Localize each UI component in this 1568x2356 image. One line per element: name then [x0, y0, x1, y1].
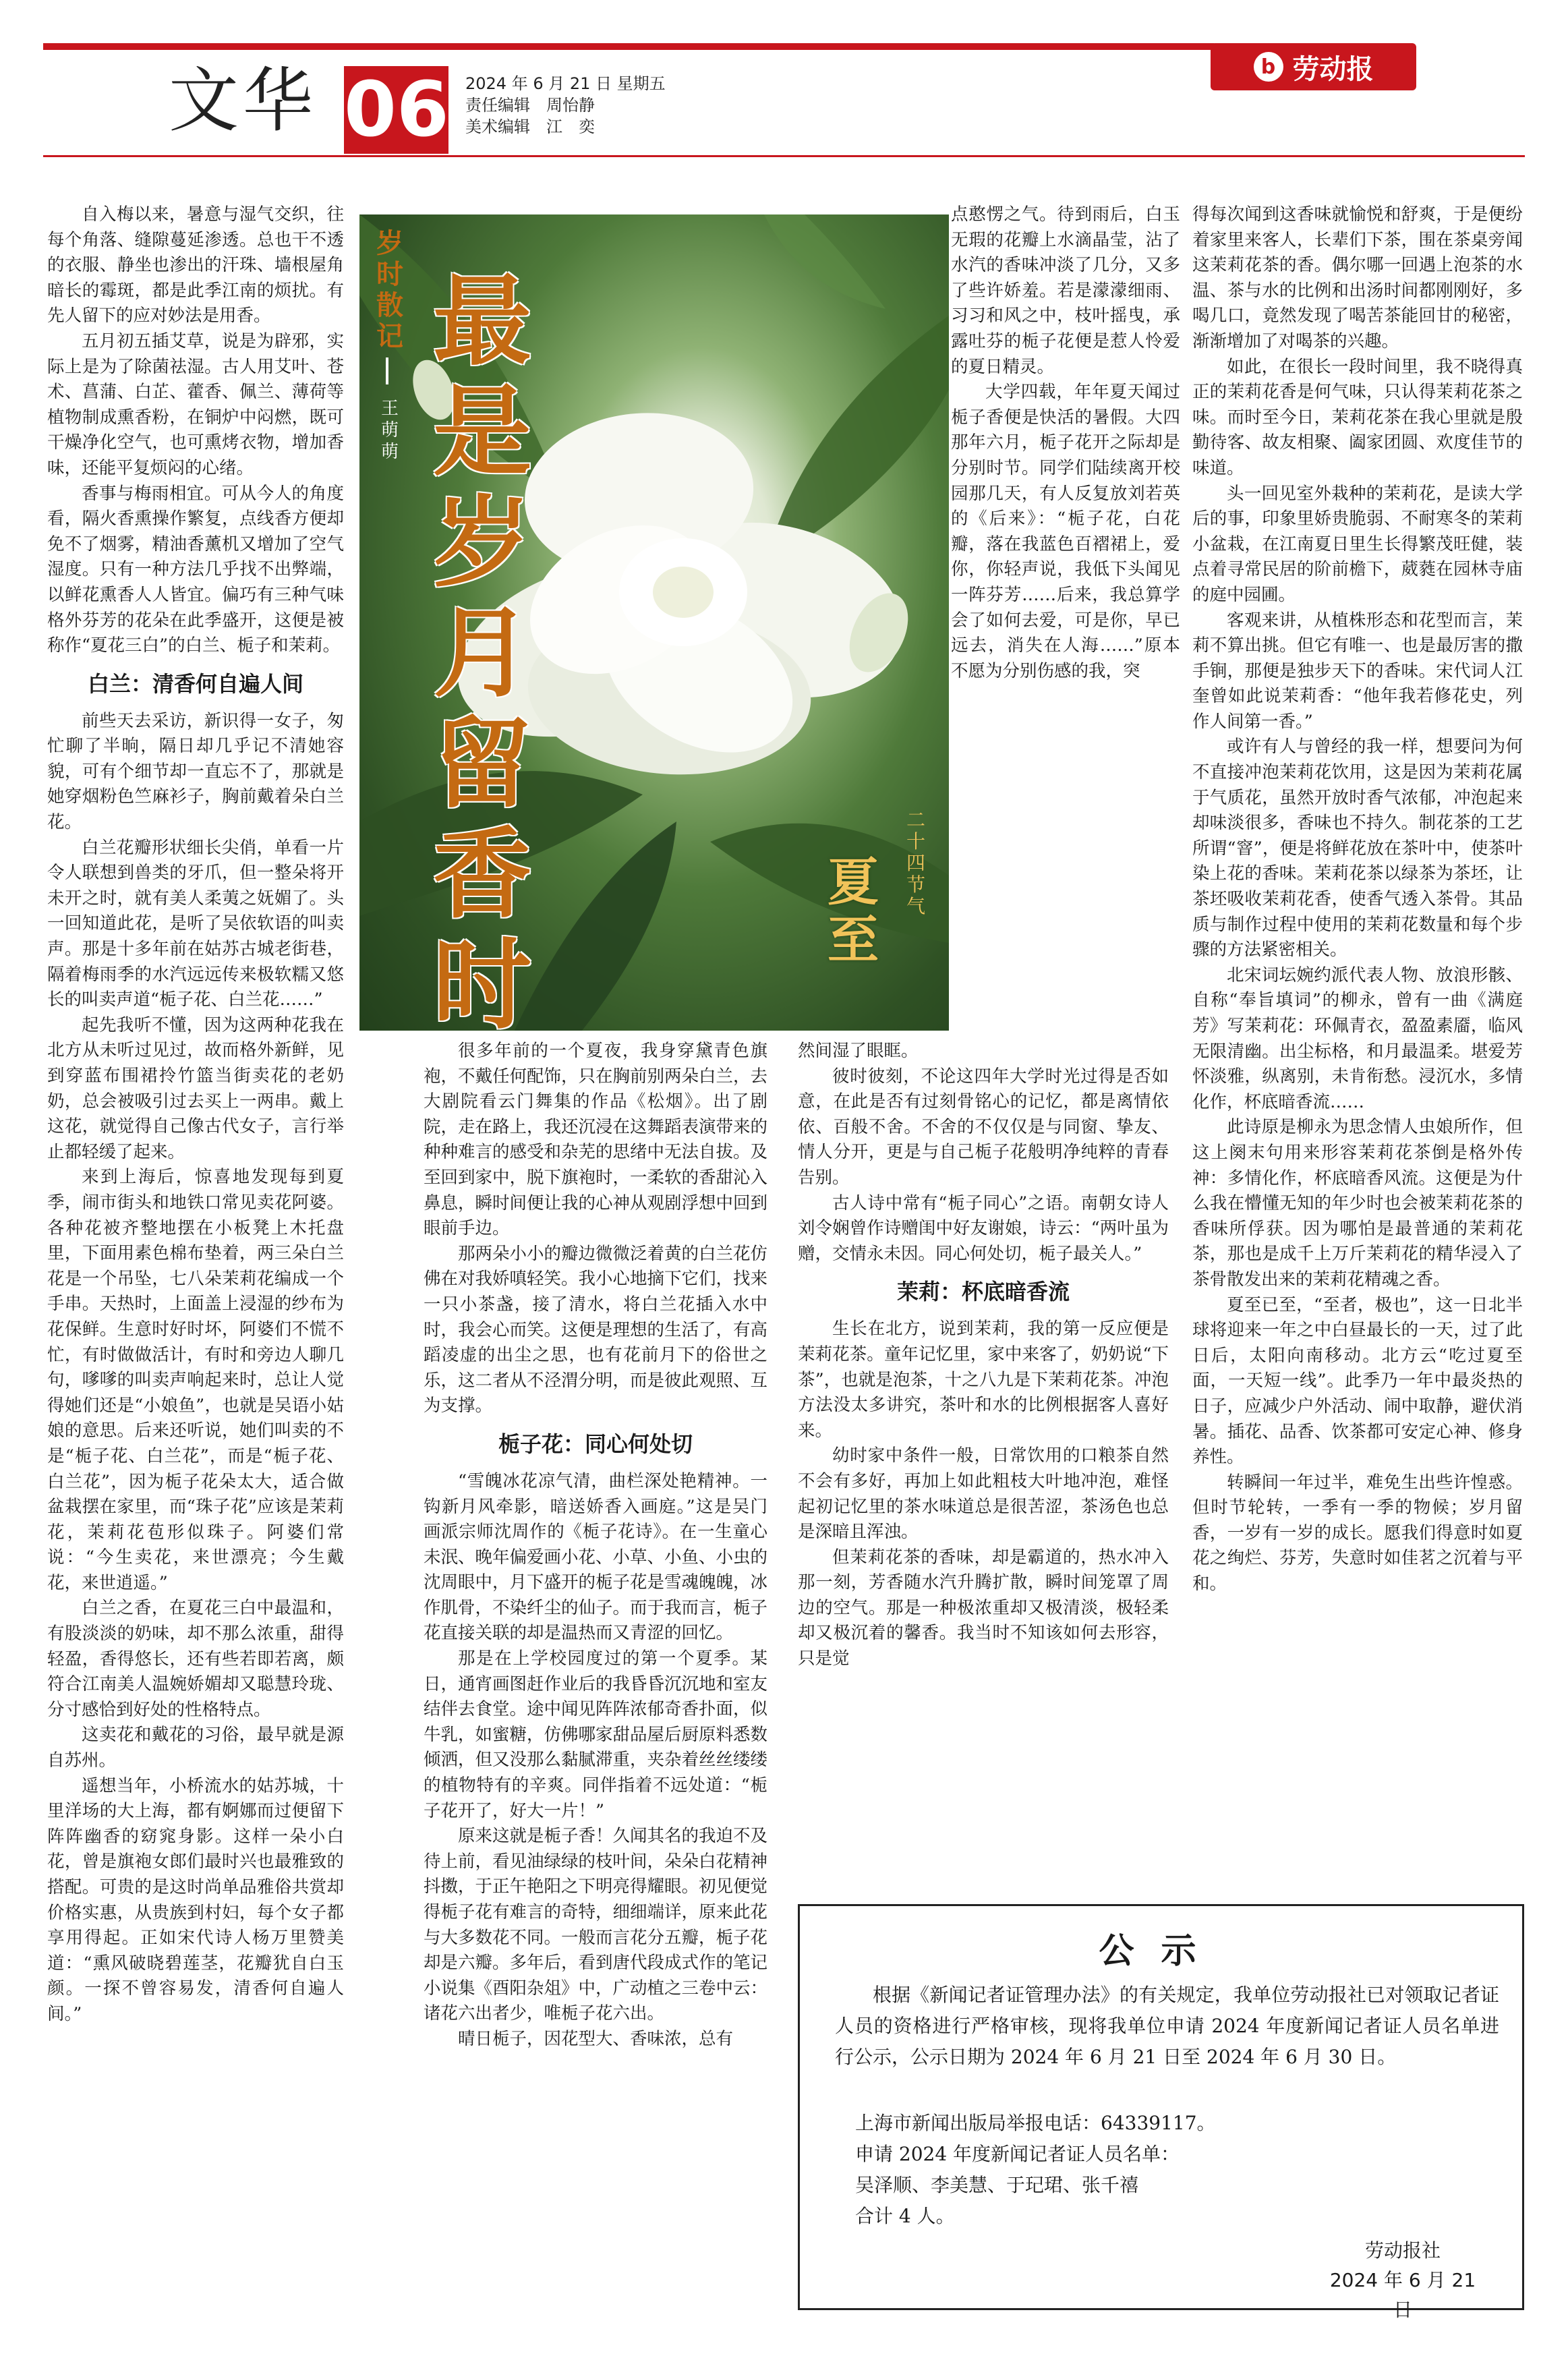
logo-mark-icon: b: [1254, 52, 1283, 82]
paragraph: 北宋词坛婉约派代表人物、放浪形骸、自称“奉旨填词”的柳永，曾有一曲《满庭芳》写茉莉花：环佩青衣，盈盈素靥，临风无限清幽。出尘标格，和月最温柔。堪爱芳怀淡雅，纵离别，未肯衔愁。浸沉水，多情化作，杯底暗香流……: [1192, 965, 1523, 1112]
header-rule: [43, 155, 1525, 157]
paragraph: 那是在上学校园度过的第一个夏季。某日，通宵画图赶作业后的我昏昏沉沉地和室友结伴去食堂。途中闻见阵阵浓郁奇香扑面，似牛乳，如蜜糖，仿佛哪家甜品屋后厨原料悉数倾洒，但又没那么黏腻滞重，夹杂着丝丝缕缕的植物特有的辛爽。同伴指着不远处道：“栀子花开了，好大一片！”: [424, 1648, 768, 1821]
date-line: 2024 年 6 月 21 日 星期五: [465, 74, 666, 93]
paragraph: 香事与梅雨相宜。可从今人的角度看，隔火香熏操作繁复，点线香方便却免不了烟雾，精油香薰机又增加了空气湿度。只有一种方法几乎找不出弊端，以鲜花熏香人人皆宜。偏巧有三种气味格外芬芳的花朵在此季盛开，这便是被称作“夏花三白”的白兰、栀子和茉莉。: [47, 483, 344, 656]
paragraph: 晴日栀子，因花型大、香味浓，总有: [458, 2028, 734, 2049]
paragraph: 很多年前的一个夏夜，我身穿黛青色旗袍，不戴任何配饰，只在胸前别两朵白兰，去大剧院看云门舞集的作品《松烟》。出了剧院，走在路上，我还沉浸在这舞蹈表演带来的种种难言的感受和杂芜的思绪中无法自拔。及至回到家中，脱下旗袍时，一柔软的香甜沁入鼻息，瞬时间便让我的心神从观剧浮想中回到眼前手边。: [424, 1041, 768, 1239]
paragraph: 古人诗中常有“栀子同心”之语。南朝女诗人刘令娴曾作诗赠闺中好友谢娘，诗云：“两叶虽为赠，交情永未因。同心何处切，栀子最关人。”: [798, 1193, 1169, 1264]
article-column-3-lower: [798, 1039, 1169, 1672]
author-name: 王萌萌: [380, 399, 399, 462]
paragraph: 此诗原是柳永为思念情人虫娘所作，但这上阕末句用来形容茉莉花茶倒是格外传神：多情化作，杯底暗香风流。这便是为什么我在懵懂无知的年少时也会被茉莉花茶的香味所俘获。因为哪怕是最普通的茉莉花茶，那也是成千上万斤茉莉花的精华浸入了茶骨散发出来的茉莉花精魂之香。: [1192, 1117, 1523, 1290]
paragraph: 转瞬间一年过半，难免生出些许惶惑。但时节轮转，一季有一季的物候；岁月留香，一岁有一岁的成长。愿我们得意时如夏花之绚烂、芬芳，失意时如佳茗之沉着与平和。: [1192, 1472, 1523, 1594]
paragraph: 如此，在很长一段时间里，我不晓得真正的茉莉花香是何气味，只认得茉莉花茶之味。而时至今日，茉莉花茶在我心里就是殷勤待客、故友相聚、阖家团圆、欢度佳节的味道。: [1192, 356, 1523, 478]
logo-text: 劳动报: [1292, 53, 1374, 85]
paragraph: 白兰之香，在夏花三白中最温和，有股淡淡的奶味，却不那么浓重，甜得轻盈，香得悠长，还有些若即若离，颇符合江南美人温婉娇媚却又聪慧玲珑、分寸感恰到好处的性格特点。: [47, 1598, 344, 1720]
article-column-4: [1192, 202, 1523, 1597]
paragraph: 彼时彼刻，不论这四年大学时光过得是否如意，在此是否有过刻骨铭心的记忆，都是离情依依、百般不舍。不舍的不仅仅是与同窗、挚友、情人分开，更是与自己栀子花般明净纯粹的青春告别。: [798, 1066, 1169, 1188]
paragraph: 夏至已至，“至者，极也”，这一日北半球将迎来一年之中白昼最长的一天，过了此日后，太阳向南移动。北方云“吃过夏至面，一天短一线”。此季乃一年中最炎热的日子，应减少户外活动、闹中取静，避伏消暑。插花、品香、饮茶都可安定心神、修身养性。: [1192, 1294, 1523, 1468]
subheading-white-orchid: 白兰：清香何自遍人间: [87, 670, 303, 697]
paragraph: “雪魄冰花凉气清，曲栏深处艳精神。一钩新月风牵影，暗送娇香入画庭。”这是吴门画派宗师沈周作的《栀子花诗》。在一生童心未泯、晚年偏爱画小花、小草、小鱼、小虫的沈周眼中，月下盛开的栀子花是雪魂魄魄，冰作肌骨，不染纤尘的仙子。而于我而言，栀子花直接关联的却是温热而又青涩的回忆。: [424, 1470, 768, 1644]
issue-info: [465, 73, 666, 138]
series-dash: [386, 357, 388, 384]
series-title: 岁时散记: [376, 228, 403, 352]
notice-org: 劳动报社: [1364, 2239, 1441, 2262]
notice-title: 公示: [1099, 1931, 1223, 1972]
paragraph: 或许有人与曾经的我一样，想要问为何不直接冲泡茉莉花饮用，这是因为茉莉花属于气质花，虽然开放时香气浓郁，冲泡起来却味淡很多，香味也不持久。制花茶的工艺所谓“窨”，便是将鲜花放在茶叶中，使茶叶染上花的香味。茉莉花茶以绿茶为茶坯，让茶坯吸收茉莉花香，使香气透入茶骨。其品质与制作过程中使用的茉莉花数量和每个步骤的方法紧密相关。: [1192, 737, 1523, 960]
article-title: 最是岁月留香时: [433, 264, 531, 1043]
page-number: 06: [344, 66, 449, 154]
notice-signature: [1322, 2236, 1484, 2325]
notice-hotline: 上海市新闻出版局举报电话：64339117。: [855, 2112, 1216, 2134]
notice-date: 2024 年 6 月 21 日: [1329, 2269, 1476, 2321]
paragraph: 那两朵小小的瓣边微微泛着黄的白兰花仿佛在对我娇嗔轻笑。我小心地摘下它们，找来一只小茶盏，接了清水，将白兰花插入水中时，我会心而笑。这便是理想的生活了，有高蹈凌虚的出尘之思，也有花前月下的俗世之乐，这二者从不泾渭分明，而是彼此观照、互为支撑。: [424, 1243, 768, 1416]
paragraph: 点憨愣之气。待到雨后，白玉无瑕的花瓣上水滴晶莹，沾了水汽的香味冲淡了几分，又多了些许娇羞。若是濛濛细雨、习习和风之中，枝叶摇曳，承露吐芬的栀子花便是惹人怜爱的夏日精灵。: [951, 204, 1180, 377]
paragraph: 自入梅以来，暑意与湿气交织，往每个角落、缝隙蔓延渗透。总也干不透的衣服、静坐也渗出的汗珠、墙根屋角暗长的霉斑，都是此季江南的烦扰。有先人留下的应对妙法是用香。: [47, 204, 344, 326]
notice-total: 合计 4 人。: [855, 2205, 955, 2227]
subheading-gardenia: 栀子花：同心何处切: [498, 1431, 693, 1457]
paragraph: 遥想当年，小桥流水的姑苏城，十里洋场的大上海，都有婀娜而过便留下阵阵幽香的窈窕身影。这样一朵小白花，曾是旗袍女郎们最时兴也最雅致的搭配。可贵的是这时尚单品雅俗共赏却价格实惠，从贵族到村妇，每个女子都享用得起。正如宋代诗人杨万里赞美道：“熏风破晓碧莲茎，花瓣犹自白玉颜。一探不曾容易发，清香何自遍人间。”: [47, 1775, 344, 2024]
paragraph: 然间湿了眼眶。: [798, 1041, 919, 1061]
paragraph: 白兰花瓣形状细长尖俏，单看一片令人联想到兽类的牙爪，但一整朵将开未开之时，就有美人柔荑之妩媚了。头一回知道此花，是听了吴依软语的叫卖声。那是十多年前在姑苏古城老街巷，隔着梅雨季的水汽远远传来极软糯又悠长的叫卖声道“栀子花、白兰花……”: [47, 837, 344, 1010]
paragraph: 前些天去采访，新识得一女子，匆忙聊了半晌，隔日却几乎记不清她容貌，可有个细节却一直忘不了，那就是她穿烟粉色竺麻衫子，胸前戴着朵白兰花。: [47, 710, 344, 833]
paragraph: 原来这就是栀子香！久闻其名的我迫不及待上前，看见油绿绿的枝叶间，朵朵白花精神抖擞，于正午艳阳之下明亮得耀眼。初见便觉得栀子花有难言的奇特，细细端详，原来此花与大多数花不同。一般而言花分五瓣，栀子花却是六瓣。多年后，看到唐代段成式作的笔记小说集《酉阳杂俎》中，广动植之三卷中云：诸花六出者少，唯栀子花六出。: [424, 1826, 768, 2024]
subheading-jasmine: 茉莉：杯底暗香流: [896, 1279, 1070, 1305]
article-column-1: [47, 202, 344, 2028]
paragraph: 大学四载，年年夏天闻过栀子香便是快活的暑假。大四那年六月，栀子花开之际却是分别时节。同学们陆续离开校园那几天，有人反复放刘若英的《后来》：“栀子花，白花瓣，落在我蓝色百褶裙上，爱你，你轻声说，我低下头闻见一阵芬芳……后来，我总算学会了如何去爱，可是你，早已远去，消失在人海……”原本不愿为分别伤感的我，突: [951, 382, 1180, 681]
paragraph: 起先我听不懂，因为这两种花我在北方从未听过见过，故而格外新鲜，见到穿蓝布围裙拎竹篮当街卖花的老奶奶，总会被吸引过去买上一两串。戴上这花，就觉得自己像古代女子，言行举止都轻缓了起来。: [47, 1014, 344, 1162]
paragraph: 头一回见室外栽种的茉莉花，是读大学后的事，印象里娇贵脆弱、不耐寒冬的茉莉小盆栽，在江南夏日里生长得繁茂旺健，装点着寻常民居的阶前檐下，葳蕤在园林寺庙的庭中园圃。: [1192, 483, 1523, 605]
notice-names: 吴泽顺、李美慧、于玘珺、张千禧: [855, 2174, 1139, 2196]
solar-term-name: 夏至: [827, 852, 879, 970]
paragraph: 幼时家中条件一般，日常饮用的口粮茶自然不会有多好，再加上如此粗枝大叶地冲泡，难怪起初记忆里的茶水味道总是很苦涩，茶汤色也总是深暗且浑浊。: [798, 1445, 1169, 1543]
paragraph: 但茉莉花茶的香味，却是霸道的，热水冲入那一刻，芳香随水汽升腾扩散，瞬时间笼罩了周边的空气。那是一种极浓重却又极清淡，极轻柔却又极沉着的馨香。我当时不知该如何去形容，只是觉: [798, 1547, 1169, 1669]
paragraph: 来到上海后，惊喜地发现每到夏季，闹市街头和地铁口常见卖花阿婆。各种花被齐整地摆在小板凳上木托盘里，下面用素色棉布垫着，两三朵白兰花是一个吊坠，七八朵茉莉花编成一个手串。天热时，上面盖上浸湿的纱布为花保鲜。生意时好时坏，阿婆们不慌不忙，有时做做活计，有时和旁边人聊几句，嗲嗲的叫卖声响起来时，总让人觉得她们还是“小娘鱼”，也就是吴语小姑娘的意思。后来还听说，她们叫卖的不是“栀子花、白兰花”，而是“栀子花、白兰花”，因为栀子花朵太大，适合做盆栽摆在家里，而“珠子花”应该是茉莉花，茉莉花苞形似珠子。阿婆们常说：“今生卖花，来世漂亮；今生戴花，来世逍遥。”: [47, 1167, 344, 1593]
paragraph: 生长在北方，说到茉莉，我的第一反应便是茉莉花茶。童年记忆里，家中来客了，奶奶说“下茶”，也就是泡茶，十之八九是下茉莉花茶。冲泡方法没太多讲究，茶叶和水的比例根据客人喜好来。: [798, 1319, 1169, 1441]
article-column-3-upper: [951, 202, 1180, 684]
article-column-2: [424, 1039, 767, 2052]
paragraph: 客观来讲，从植株形态和花型而言，茉莉不算出挑。但它有唯一、也是最厉害的撒手锏，那便是独步天下的香味。宋代词人江奎曾如此说茉莉香：“他年我若修花史，列作人间第一香。”: [1192, 610, 1523, 732]
notice-list-label: 申请 2024 年度新闻记者证人员名单：: [855, 2143, 1180, 2165]
paragraph: 五月初五插艾草，说是为辟邪，实际上是为了除菌祛湿。古人用艾叶、苍术、菖蒲、白芷、藿香、佩兰、薄荷等植物制成熏香粉，在铜炉中闷燃，既可干燥净化空气，也可熏烤衣物，增加香味，还能平复烦闷的心绪。: [47, 331, 344, 478]
notice-body: 根据《新闻记者证管理办法》的有关规定，我单位劳动报社已对领取记者证人员的资格进行严格审核，现将我单位申请 2024 年度新闻记者证人员名单进行公示，公示日期为 2024 年 6 月 21 日至 2024 年 6 月 30 日。: [835, 1984, 1499, 2068]
section-name: 文华: [169, 59, 318, 142]
paragraph: 这卖花和戴花的习俗，最早就是源自苏州。: [47, 1725, 344, 1771]
top-red-rule: [43, 43, 1214, 50]
art-editor-line: 美术编辑 江 奕: [465, 117, 595, 136]
solar-term-label: 二十四节气: [906, 809, 925, 917]
editor-line: 责任编辑 周怡静: [465, 96, 595, 115]
paragraph: 得每次闻到这香味就愉悦和舒爽，于是便纷着家里来客人，长辈们下茶，围在茶桌旁闻这茉莉花茶的香。偶尔哪一回遇上泡茶的水温、茶与水的比例和出汤时间都刚刚好，多喝几口，竟然发现了喝苦茶能回甘的秘密，渐渐增加了对喝茶的兴趣。: [1192, 204, 1523, 351]
newspaper-logo: [1211, 43, 1416, 90]
